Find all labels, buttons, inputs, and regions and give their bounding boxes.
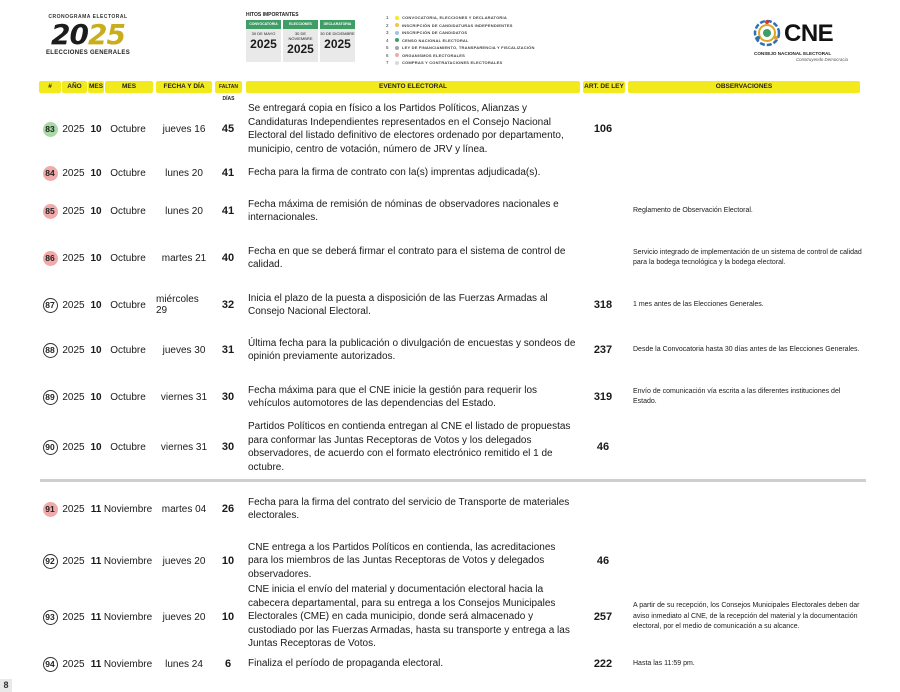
row-days-remaining: 31 bbox=[221, 344, 235, 356]
legend-item bbox=[386, 44, 556, 52]
logo-caption: CRONOGRAMA ELECTORAL bbox=[48, 14, 128, 20]
row-event: Fecha en que se deberá firmar el contrato para el sistema de control de calidad. bbox=[248, 245, 566, 270]
row-year: 2025 bbox=[62, 555, 85, 567]
logo-subtitle: ELECCIONES GENERALES bbox=[45, 50, 130, 56]
row-number-badge: 89 bbox=[43, 390, 58, 405]
cne-fullname: CONSEJO NACIONAL ELECTORAL bbox=[754, 51, 832, 56]
row-date: lunes 20 bbox=[165, 167, 203, 179]
legend-color-dot bbox=[395, 53, 399, 57]
row-days-remaining: 10 bbox=[221, 611, 235, 623]
table-row bbox=[0, 654, 900, 674]
row-event: Fecha para la firma de contrato con la(s) imprentas adjudicada(s). bbox=[248, 167, 541, 179]
row-number-cell bbox=[39, 588, 61, 646]
row-number-badge: 88 bbox=[43, 343, 58, 358]
row-number-badge: 94 bbox=[43, 657, 58, 672]
row-month: Noviembre bbox=[103, 555, 153, 567]
row-days-remaining: 26 bbox=[221, 503, 235, 515]
hito-year: 2025 bbox=[250, 37, 277, 51]
legend-number: 7 bbox=[386, 60, 389, 66]
row-article bbox=[584, 196, 622, 226]
row-event: Fecha máxima para que el CNE inicie la gestión para requerir los vehículos automotores de las dependencias del Estado. bbox=[248, 384, 538, 409]
row-days-remaining: 30 bbox=[221, 441, 235, 453]
legend-item bbox=[386, 37, 556, 45]
row-number-cell bbox=[39, 96, 61, 162]
legend-color-dot bbox=[395, 61, 399, 65]
row-days-remaining: 45 bbox=[221, 123, 235, 135]
row-article: 222 bbox=[593, 658, 613, 670]
row-date: miércoles 29 bbox=[156, 294, 199, 316]
hito-label: ELECCIONES bbox=[289, 22, 312, 26]
col-header-month: MES bbox=[105, 81, 153, 93]
row-month: Octubre bbox=[110, 252, 146, 264]
row-article bbox=[584, 240, 622, 276]
row-year: 2025 bbox=[62, 503, 85, 515]
row-observation bbox=[633, 96, 863, 162]
logo-year: 2025 bbox=[51, 18, 125, 51]
row-observation: Desde la Convocatoria hasta 30 días antes de las Elecciones Generales. bbox=[633, 345, 860, 353]
col-header-article: ART. DE LEY bbox=[583, 81, 625, 93]
legend-number: 3 bbox=[386, 30, 389, 36]
row-year: 2025 bbox=[62, 167, 85, 179]
row-month-number: 10 bbox=[90, 299, 102, 311]
color-legend bbox=[386, 14, 556, 67]
row-month: Noviembre bbox=[103, 611, 153, 623]
row-month-number: 10 bbox=[90, 252, 102, 264]
row-date: martes 04 bbox=[161, 503, 207, 515]
legend-item bbox=[386, 22, 556, 30]
page-header bbox=[0, 0, 900, 78]
row-date: jueves 30 bbox=[162, 344, 206, 356]
row-article: 46 bbox=[596, 555, 610, 567]
hito-label: CONVOCATORIA bbox=[249, 22, 278, 26]
row-month: Noviembre bbox=[103, 658, 153, 670]
row-article: 319 bbox=[593, 391, 613, 403]
row-number-cell bbox=[39, 289, 61, 321]
col-header-num: # bbox=[39, 81, 61, 93]
row-month-number: 10 bbox=[90, 391, 102, 403]
row-year: 2025 bbox=[62, 391, 85, 403]
row-article: 106 bbox=[593, 123, 613, 135]
month-divider bbox=[40, 479, 866, 482]
row-month-number: 10 bbox=[90, 205, 102, 217]
row-days-remaining: 32 bbox=[221, 299, 235, 311]
legend-label: LEY DE FINANCIAMIENTO, TRANSPARENCIA Y FISCALIZACIÓN bbox=[402, 45, 535, 51]
table-row bbox=[0, 289, 900, 321]
row-observation bbox=[633, 162, 863, 184]
legend-item bbox=[386, 14, 556, 22]
row-number-cell bbox=[39, 240, 61, 276]
row-observation: Servicio integrado de implementación de un sistema de control de calidad para la bodega tecnológica y la bodega electoral. bbox=[633, 248, 862, 266]
legend-label: COMPRAS Y CONTRATACIONES ELECTORALES bbox=[402, 60, 503, 66]
row-days-remaining: 6 bbox=[224, 658, 232, 670]
row-month: Octubre bbox=[110, 123, 146, 135]
row-event: Fecha para la firma del contrato del servicio de Transporte de materiales electorales. bbox=[248, 496, 570, 521]
row-number-badge: 91 bbox=[43, 502, 58, 517]
cronograma-logo bbox=[40, 14, 136, 56]
legend-label: CONVOCATORIA, ELECCIONES Y DECLARATORIA bbox=[402, 15, 507, 21]
row-number-badge: 84 bbox=[43, 166, 58, 181]
row-number-badge: 90 bbox=[43, 440, 58, 455]
row-number-badge: 92 bbox=[43, 554, 58, 569]
table-row bbox=[0, 162, 900, 184]
row-number-badge: 86 bbox=[43, 251, 58, 266]
row-year: 2025 bbox=[62, 441, 85, 453]
row-article: 257 bbox=[593, 611, 613, 623]
cne-logo bbox=[752, 18, 852, 62]
row-days-remaining: 41 bbox=[221, 167, 235, 179]
row-observation: Envío de comunicación vía escrita a las diferentes instituciones del Estado. bbox=[633, 387, 841, 405]
row-date: martes 21 bbox=[161, 252, 207, 264]
legend-item bbox=[386, 52, 556, 60]
table-row bbox=[0, 333, 900, 367]
row-month-number: 10 bbox=[90, 344, 102, 356]
row-observation bbox=[633, 544, 863, 578]
row-month: Octubre bbox=[110, 205, 146, 217]
row-number-badge: 87 bbox=[43, 298, 58, 313]
row-month-number: 11 bbox=[90, 658, 102, 670]
col-header-date: FECHA Y DÍA bbox=[156, 81, 212, 93]
cne-emblem-icon bbox=[752, 18, 782, 50]
page-number: 8 bbox=[0, 679, 12, 692]
hito-date: 30 DE MAYO bbox=[251, 31, 276, 36]
legend-color-dot bbox=[395, 46, 399, 50]
row-number-badge: 93 bbox=[43, 610, 58, 625]
col-header-remaining: FALTAN DÍAS bbox=[215, 81, 242, 93]
row-month-number: 11 bbox=[90, 611, 102, 623]
row-article: 318 bbox=[593, 299, 613, 311]
row-number-cell bbox=[39, 380, 61, 414]
legend-item bbox=[386, 59, 556, 67]
table-row bbox=[0, 96, 900, 162]
legend-color-dot bbox=[395, 31, 399, 35]
hito-card bbox=[246, 20, 281, 62]
row-number-cell bbox=[39, 654, 61, 674]
row-event: Inicia el plazo de la puesta a disposición de las Fuerzas Armadas al Consejo Nacional Electoral. bbox=[248, 292, 548, 317]
row-month: Octubre bbox=[110, 299, 146, 311]
row-month-number: 10 bbox=[90, 441, 102, 453]
row-month: Octubre bbox=[110, 344, 146, 356]
row-date: viernes 31 bbox=[160, 441, 208, 453]
row-event: CNE entrega a los Partidos Políticos en contienda, las acreditaciones para los miembros de las Juntas Receptoras de Votos y delegados observadores. bbox=[248, 541, 556, 580]
row-date: viernes 31 bbox=[160, 391, 208, 403]
legend-color-dot bbox=[395, 38, 399, 42]
col-header-event: EVENTO ELECTORAL bbox=[246, 81, 580, 93]
legend-label: CENSO NACIONAL ELECTORAL bbox=[402, 37, 469, 43]
table-row bbox=[0, 541, 900, 580]
col-header-month-num: MES bbox=[88, 81, 104, 93]
cne-name: CNE bbox=[784, 20, 834, 47]
table-row bbox=[0, 494, 900, 524]
row-days-remaining: 10 bbox=[221, 555, 235, 567]
hito-label: DECLARATORIA bbox=[323, 22, 352, 26]
hito-year: 2025 bbox=[287, 42, 314, 56]
row-number-cell bbox=[39, 494, 61, 524]
row-observation: Hasta las 11:59 pm. bbox=[633, 659, 695, 667]
row-date: jueves 20 bbox=[162, 611, 206, 623]
row-month-number: 10 bbox=[90, 123, 102, 135]
row-number-cell bbox=[39, 423, 61, 471]
row-month-number: 10 bbox=[90, 167, 102, 179]
row-month-number: 11 bbox=[90, 503, 102, 515]
hitos-importantes bbox=[246, 12, 356, 62]
row-month: Octubre bbox=[110, 167, 146, 179]
row-month: Octubre bbox=[110, 441, 146, 453]
hitos-title: HITOS IMPORTANTES bbox=[246, 12, 299, 18]
row-number-cell bbox=[39, 196, 61, 226]
legend-number: 6 bbox=[386, 52, 389, 58]
row-date: lunes 20 bbox=[165, 205, 203, 217]
legend-label: ORGANISMOS ELECTORALES bbox=[402, 52, 465, 58]
legend-number: 4 bbox=[386, 37, 389, 43]
legend-number: 1 bbox=[386, 15, 389, 21]
table-row bbox=[0, 423, 900, 471]
row-observation: A partir de su recepción, los Consejos Municipales Electorales deben dar aviso inmediato al CNE, de la recepción del material y la documentación electoral, por el medio de comunicación a su alcance. bbox=[633, 602, 860, 631]
hito-card bbox=[283, 20, 318, 62]
row-observation bbox=[633, 423, 863, 471]
hito-date: 30 DE DICIEMBRE bbox=[320, 31, 355, 36]
row-days-remaining: 40 bbox=[221, 252, 235, 264]
row-year: 2025 bbox=[62, 299, 85, 311]
row-article bbox=[584, 162, 622, 184]
row-observation bbox=[633, 494, 863, 524]
row-month: Noviembre bbox=[103, 503, 153, 515]
row-month-number: 11 bbox=[90, 555, 102, 567]
row-year: 2025 bbox=[62, 205, 85, 217]
row-date: jueves 20 bbox=[162, 555, 206, 567]
legend-number: 2 bbox=[386, 22, 389, 28]
row-year: 2025 bbox=[62, 123, 85, 135]
row-number-cell bbox=[39, 162, 61, 184]
row-event: Se entregará copia en físico a los Partidos Políticos, Alianzas y Candidaturas Independientes representados en el Consejo Nacional Electoral del listado definitivo de electores ordenado por departamento, municipio, centro de votación, número de JRV y línea. bbox=[248, 103, 564, 155]
row-number-cell bbox=[39, 544, 61, 578]
hito-year: 2025 bbox=[324, 37, 351, 51]
hito-date: 30 DE NOVIEMBRE bbox=[288, 31, 313, 41]
row-event: CNE inicia el envío del material y documentación electoral hacia la cabecera departamental, para su entrega a los Consejos Municipales Electorales (CME) en cada municipio, donde será almacenado y custodiado por las Fuerzas Armadas, hasta su transporte y entrega a las Juntas Receptoras de Votos. bbox=[248, 584, 570, 650]
row-article: 46 bbox=[596, 441, 610, 453]
row-days-remaining: 30 bbox=[221, 391, 235, 403]
row-year: 2025 bbox=[62, 658, 85, 670]
row-article: 237 bbox=[593, 344, 613, 356]
row-date: lunes 24 bbox=[165, 658, 203, 670]
row-observation: Reglamento de Observación Electoral. bbox=[633, 206, 753, 214]
row-date: jueves 16 bbox=[162, 123, 206, 135]
row-year: 2025 bbox=[62, 344, 85, 356]
legend-color-dot bbox=[395, 16, 399, 20]
legend-number: 5 bbox=[386, 45, 389, 51]
table-row bbox=[0, 240, 900, 276]
row-days-remaining: 41 bbox=[221, 205, 235, 217]
row-event: Fecha máxima de remisión de nóminas de observadores nacionales e internacionales. bbox=[248, 198, 559, 223]
row-number-badge: 85 bbox=[43, 204, 58, 219]
row-year: 2025 bbox=[62, 611, 85, 623]
table-row bbox=[0, 380, 900, 414]
hito-card bbox=[320, 20, 355, 62]
legend-item bbox=[386, 29, 556, 37]
legend-label: INSCRIPCIÓN DE CANDIDATURAS INDEPENDIENTES bbox=[402, 22, 513, 28]
row-number-badge: 83 bbox=[43, 122, 58, 137]
row-event: Finaliza el período de propaganda electoral. bbox=[248, 658, 444, 670]
row-event: Última fecha para la publicación o divulgación de encuestas y sondeos de opinión previamente autorizados. bbox=[248, 337, 576, 362]
legend-label: INSCRIPCIÓN DE CANDIDATOS bbox=[402, 30, 468, 36]
col-header-observations: OBSERVACIONES bbox=[628, 81, 860, 93]
legend-color-dot bbox=[395, 23, 399, 27]
col-header-year: AÑO bbox=[62, 81, 87, 93]
row-event: Partidos Políticos en contienda entregan al CNE el listado de propuestas para conformar las Juntas Receptoras de Votos y los delegados observadores, de acuerdo con el formato electrónico remitido el 1 de octubre. bbox=[248, 421, 571, 473]
row-year: 2025 bbox=[62, 252, 85, 264]
cne-tagline: Construyendo Democracia bbox=[796, 57, 848, 62]
row-month: Octubre bbox=[110, 391, 146, 403]
row-article bbox=[584, 494, 622, 524]
table-row bbox=[0, 584, 900, 650]
table-row bbox=[0, 196, 900, 226]
row-observation: 1 mes antes de las Elecciones Generales. bbox=[633, 300, 764, 308]
row-number-cell bbox=[39, 333, 61, 367]
